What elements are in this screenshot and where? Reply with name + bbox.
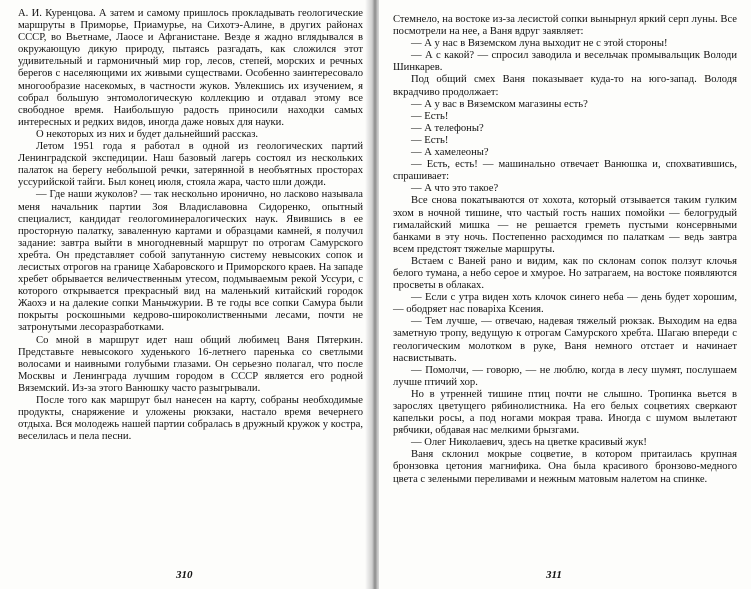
paragraph: Встаем с Ваней рано и видим, как по склонам сопок ползут клочья белого тумана, а небо серое и хмурое. Но затрагаем, на востоке появляются просветы в облаках. [393, 255, 737, 292]
paragraph: — А с какой? — спросил заводила и весельчак промывальщик Володи Шинкарев. [393, 50, 737, 74]
left-page [0, 0, 371, 589]
paragraph: А. И. Куренцова. А затем и самому пришлось прокладывать геологические маршруты в Приморье, Приамурье, на Сихотэ-Алине, в других районах СССР, во Вьетнаме, Лаосе и Афганистане. Везде я жадно вглядывался в окружающую дикую природу, пытаясь разгадать, как сложился этот удивительный и гармоничный мир гор, лесов, степей, морских и речных берегов с населяющими их живыми существами. Особенно заинтересовало многообразие насекомых, в частности жуков. Увлекшись их изучением, я собрал большую энтомологическую коллекцию и отдавал этому все свободное время. Наибольшую радость приносили находки самых интересных и редких видов, иногда даже новых для науки. [18, 8, 363, 128]
right-page [379, 0, 751, 589]
right-page-text [393, 14, 737, 486]
paragraph: Под общий смех Ваня показывает куда-то на юго-запад. Володя вкрадчиво продолжает: [393, 74, 737, 98]
paragraph: — А что это такое? [411, 183, 499, 195]
paragraph: — Если с утра виден хоть клочок синего неба — день будет хорошим, — ободряет нас поварiха Ксения. [393, 292, 737, 316]
paragraph: — Где наши жуколов? — так нескольно иронично, но ласково называла меня начальник партии Зоя Владиславовна Сидоренко, опытный специалист, кандидат геологоминералогических наук. Явившись в ее просторную палатку, заваленную картами и образцами камней, я получил задание: завтра выйти в многодневный маршрут по отрогам Самурского хребта. Он представляет собой запутанную систему невысоких сопок и лесистых отрогов на границе Хабаровского и Приморского краев. На западе хребет обрывается величественным утесом, подмываемым рекой Уссури, с которого открывается прекрасный вид на маленький китайский городок Жаохэ и на далекие сопки Маньчжурии. В те годы все сопки Самура были покрыты роскошными кедрово-широколиственными лесами, почти не затронутыми лесоразработками. [18, 189, 363, 334]
paragraph: Стемнело, на востоке из-за лесистой сопки вынырнул яркий серп луны. Все посмотрели на нее, а Ваня вдруг заявляет: [393, 14, 737, 38]
paragraph: Но в утренней тишине птиц почти не слышно. Тропинка вьется в зарослях цветущего рябинолистника. На его белых соцветиях сверкают капельки росы, а под ногами мокрая трава. Иногда с шумом вылетают рябчики, обдавая нас мелкими брызгами. [393, 388, 737, 437]
paragraph: — Помолчи, — говорю, — не люблю, когда в лесу шумят, послушаем лучше птичий хор. [393, 364, 737, 388]
paragraph: — Есть, есть! — машинально отвечает Ванюшка и, спохватившись, спрашивает: [393, 159, 737, 183]
page-number: 310 [176, 569, 193, 581]
paragraph: Летом 1951 года я работал в одной из геологических партий Ленинградской экспедиции. Наш базовый лагерь состоял из нескольких палаток на берегу небольшой речки, затерянной в необъятных просторах уссурийской тайги. Был конец июля, стояла жара, часто шли дожди. [18, 141, 363, 189]
paragraph: — Есть! [411, 134, 449, 146]
left-page-text [18, 8, 363, 443]
paragraph: — А хамелеоны? [411, 147, 489, 159]
paragraph: Ваня склонил мокрые соцветие, в котором притаилась крупная бронзовка цетония магнифика. Она была красивого бронзово-медного цвета с зелеными переливами и нежным матовым налетом на спинке. [393, 449, 737, 485]
paragraph: — Олег Николаевич, здесь на цветке красивый жук! [411, 437, 647, 449]
paragraph: Со мной в маршрут идет наш общий любимец Ваня Пятеркин. Представьте невысокого худенького 16-летнего паренька со светлыми волосами и наивными голубыми глазами. Он серьезно полагал, что после Москвы и Ленинграда лучшим городом в СССР является его родной Вяземский. Из-за этого Ванюшку часто разыгрывали. [18, 334, 363, 394]
paragraph: — А у нас в Вяземском луна выходит не с этой стороны! [411, 38, 668, 50]
page-number: 311 [546, 569, 562, 581]
paragraph: — Есть! [411, 110, 449, 122]
paragraph: Все снова покатываются от хохота, который отзывается таким гулким эхом в ночной тишине, что частый гость наших помойки — белогрудый гималайский мишка — не решается греметь пустыми консервными банками в эту ночь. Постепенно расходимся по палаткам — ведь завтра всем предстоят тяжелые маршруты. [393, 195, 737, 255]
paragraph: — А у вас в Вяземском магазины есть? [411, 98, 588, 110]
paragraph: После того как маршрут был нанесен на карту, собраны необходимые продукты, снаряжение и уложены рюкзаки, настало время вечернего отдыха. Вся молодежь нашей партии собралась в дружный кружок у костра, веселилась и пела песни. [18, 395, 363, 443]
paragraph: — Тем лучше, — отвечаю, надевая тяжелый рюкзак. Выходим на едва заметную тропу, ведущую к отрогам Самурского хребта. Шагаю впереди с геологическим молотком в руке, Ваня немного отстает и начинает насвистывать. [393, 316, 737, 364]
paragraph: — А телефоны? [411, 122, 484, 134]
paragraph: О некоторых из них и будет дальнейший рассказ. [36, 128, 259, 140]
